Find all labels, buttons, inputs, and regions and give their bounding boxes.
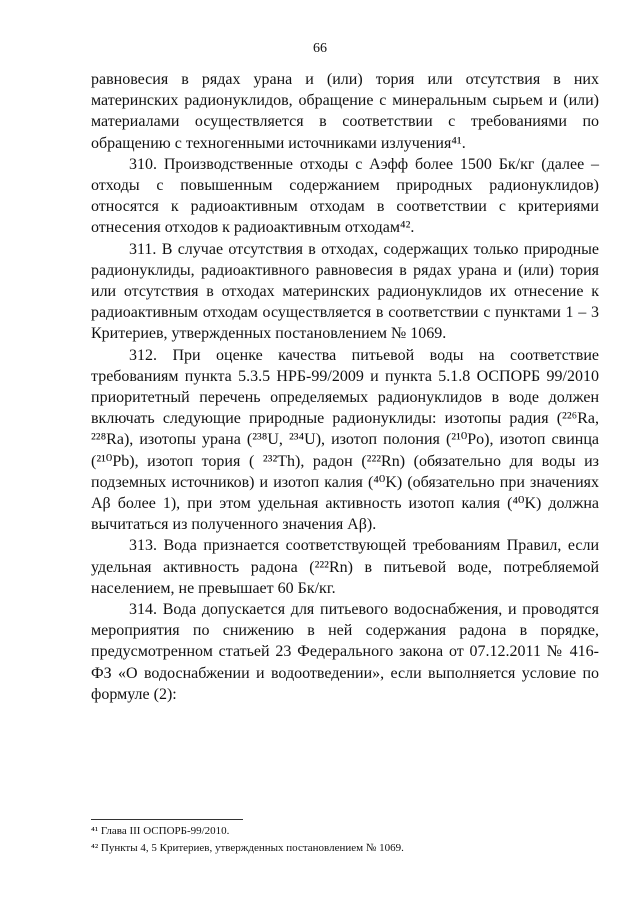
footnotes [91,823,599,857]
paragraph-continuation: равновесия в рядах урана и (или) тория или отсутствия в них материнских радионуклидов, обращение с минеральным сырьем и (или) материалами осуществляется в соответствии с требованиями по обращению с техногенными источниками излучения⁴¹. [91,71,599,152]
paragraph-310: 310. Производственные отходы с Aэфф более 1500 Бк/кг (далее – отходы с повышенным содержанием природных радионуклидов) относятся к радиоактивным отходам в соответствии с критериями отнесения отходов к радиоактивным отходам⁴². [91,155,599,237]
paragraph-312: 312. При оценке качества питьевой воды на соответствие требованиям пункта 5.3.5 НРБ-99/2009 и пункта 5.1.8 ОСПОРБ 99/2010 приоритетный перечень определяемых радионуклидов в воде должен включать следующие природные радионуклиды: изотопы радия (²²⁶Ra, ²²⁸Ra), изотопы урана (²³⁸U, ²³⁴U), изотоп полония (²¹⁰Po), изотоп свинца (²¹⁰Pb), изотоп тория ( ²³²Th), радон (²²²Rn) (обязательно для воды из подземных источников) и изотоп калия (⁴⁰K) (обязательно при значениях Aβ более 1), при этом удельная активность изотоп калия (⁴⁰K) должна вычитаться из полученного значения Aβ). [91,346,599,534]
paragraph-311: 311. В случае отсутствия в отходах, содержащих только природные радионуклиды, радиоактивного равновесия в рядах урана и (или) тория или отсутствия в отходах материнских радионуклидов их отнесение к радиоактивным отходам осуществляется в соответствии с пунктами 1 – 3 Критериев, утвержденных постановлением № 1069. [91,240,599,343]
paragraph-313: 313. Вода признается соответствующей требованиям Правил, если удельная активность радона (²²²Rn) в питьевой воде, потребляемой населением, не превышает 60 Бк/кг. [91,537,599,597]
footnote-42: ⁴² Пункты 4, 5 Критериев, утвержденных постановлением № 1069. [91,842,404,854]
paragraph-314: 314. Вода допускается для питьевого водоснабжения, и проводятся мероприятия по снижению в ней содержания радона в порядке, предусмотренном статьей 23 Федерального закона от 07.12.2011 № 416-ФЗ «О водоснабжении и водоотведении», если выполняется условие по формуле (2): [91,601,599,703]
footnote-41: ⁴¹ Глава III ОСПОРБ-99/2010. [91,825,230,837]
body-text [91,69,599,705]
page-number: 66 [313,41,327,56]
footnote-divider [91,819,243,820]
